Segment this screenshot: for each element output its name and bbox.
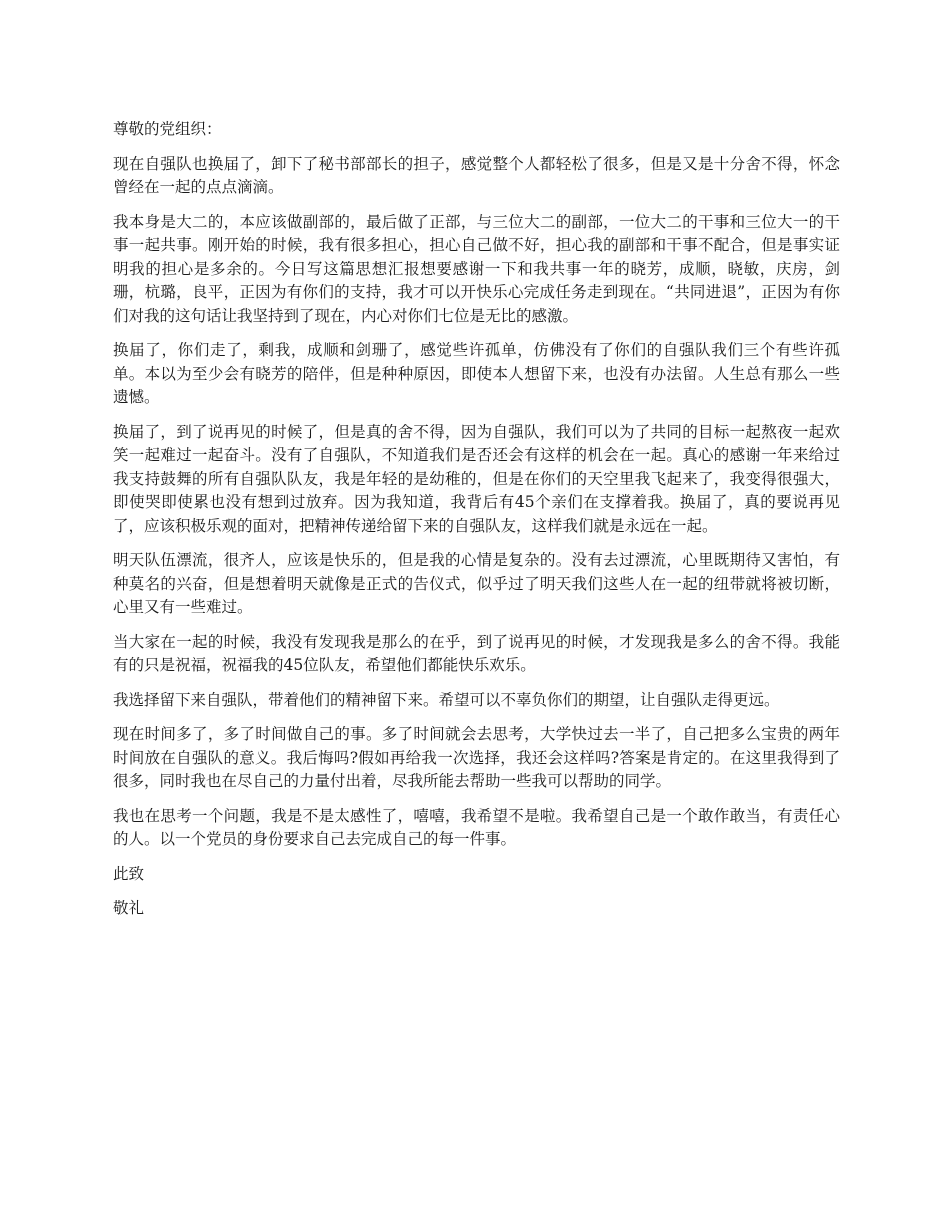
closing-salutation: 此致	[113, 864, 145, 883]
closing-regards: 敬礼	[113, 899, 145, 917]
paragraph: 我也在思考一个问题，我是不是太感性了，嘻嘻，我希望不是啦。我希望自己是一个敢作敢当，有责任心的人。以一个党员的身份要求自己去完成自己的每一件事。	[113, 806, 840, 848]
paragraph: 我本身是大二的，本应该做副部的，最后做了正部，与三位大二的副部，一位大二的干事和三位大一的干事一起共事。刚开始的时候，我有很多担心，担心自己做不好，担心我的副部和干事不配合，但是事实证明我的担心是多余的。今日写这篇思想汇报想要感谢一下和我共事一年的晓芳，成顺，晓敏，庆房，剑珊，杭璐，良平，正因为有你们的支持，我才可以开快乐心完成任务走到现在。“共同进退”，正因为有你们对我的这句话让我坚持到了现在，内心对你们七位是无比的感激。	[113, 212, 840, 325]
paragraph: 现在自强队也换届了，卸下了秘书部部长的担子，感觉整个人都轻松了很多，但是又是十分舍不得，怀念曾经在一起的点点滴滴。	[113, 154, 840, 196]
paragraph: 现在时间多了，多了时间做自己的事。多了时间就会去思考，大学快过去一半了，自己把多么宝贵的两年时间放在自强队的意义。我后悔吗?假如再给我一次选择，我还会这样吗?答案是肯定的。在这里我得到了很多，同时我也在尽自己的力量付出着，尽我所能去帮助一些我可以帮助的同学。	[113, 725, 840, 790]
salutation: 尊敬的党组织：	[113, 120, 222, 138]
letter-body	[113, 118, 840, 932]
paragraph: 换届了，到了说再见的时候了，但是真的舍不得，因为自强队，我们可以为了共同的目标一起熬夜一起欢笑一起难过一起奋斗。没有了自强队，不知道我们是否还会有这样的机会在一起。真心的感谢一年来给过我支持鼓舞的所有自强队队友，我是年轻的是幼稚的，但是在你们的天空里我飞起来了，我变得很强大，即使哭即使累也没有想到过放弃。因为我知道，我背后有45个亲们在支撑着我。换届了，真的要说再见了，应该积极乐观的面对，把精神传递给留下来的自强队友，这样我们就是永远在一起。	[113, 422, 840, 535]
paragraph: 换届了，你们走了，剩我，成顺和剑珊了，感觉些许孤单，仿佛没有了你们的自强队我们三个有些许孤单。本以为至少会有晓芳的陪伴，但是种种原因，即使本人想留下来，也没有办法留。人生总有那么一些遗憾。	[113, 341, 840, 406]
paragraph: 明天队伍漂流，很齐人，应该是快乐的，但是我的心情是复杂的。没有去过漂流，心里既期待又害怕，有种莫名的兴奋，但是想着明天就像是正式的告仪式，似乎过了明天我们这些人在一起的纽带就将被切断，心里又有一些难过。	[113, 551, 840, 616]
paragraph: 当大家在一起的时候，我没有发现我是那么的在乎，到了说再见的时候，才发现我是多么的舍不得。我能有的只是祝福，祝福我的45位队友，希望他们都能快乐欢乐。	[113, 632, 840, 674]
paragraph: 我选择留下来自强队，带着他们的精神留下来。希望可以不辜负你们的期望，让自强队走得更远。	[113, 690, 780, 709]
